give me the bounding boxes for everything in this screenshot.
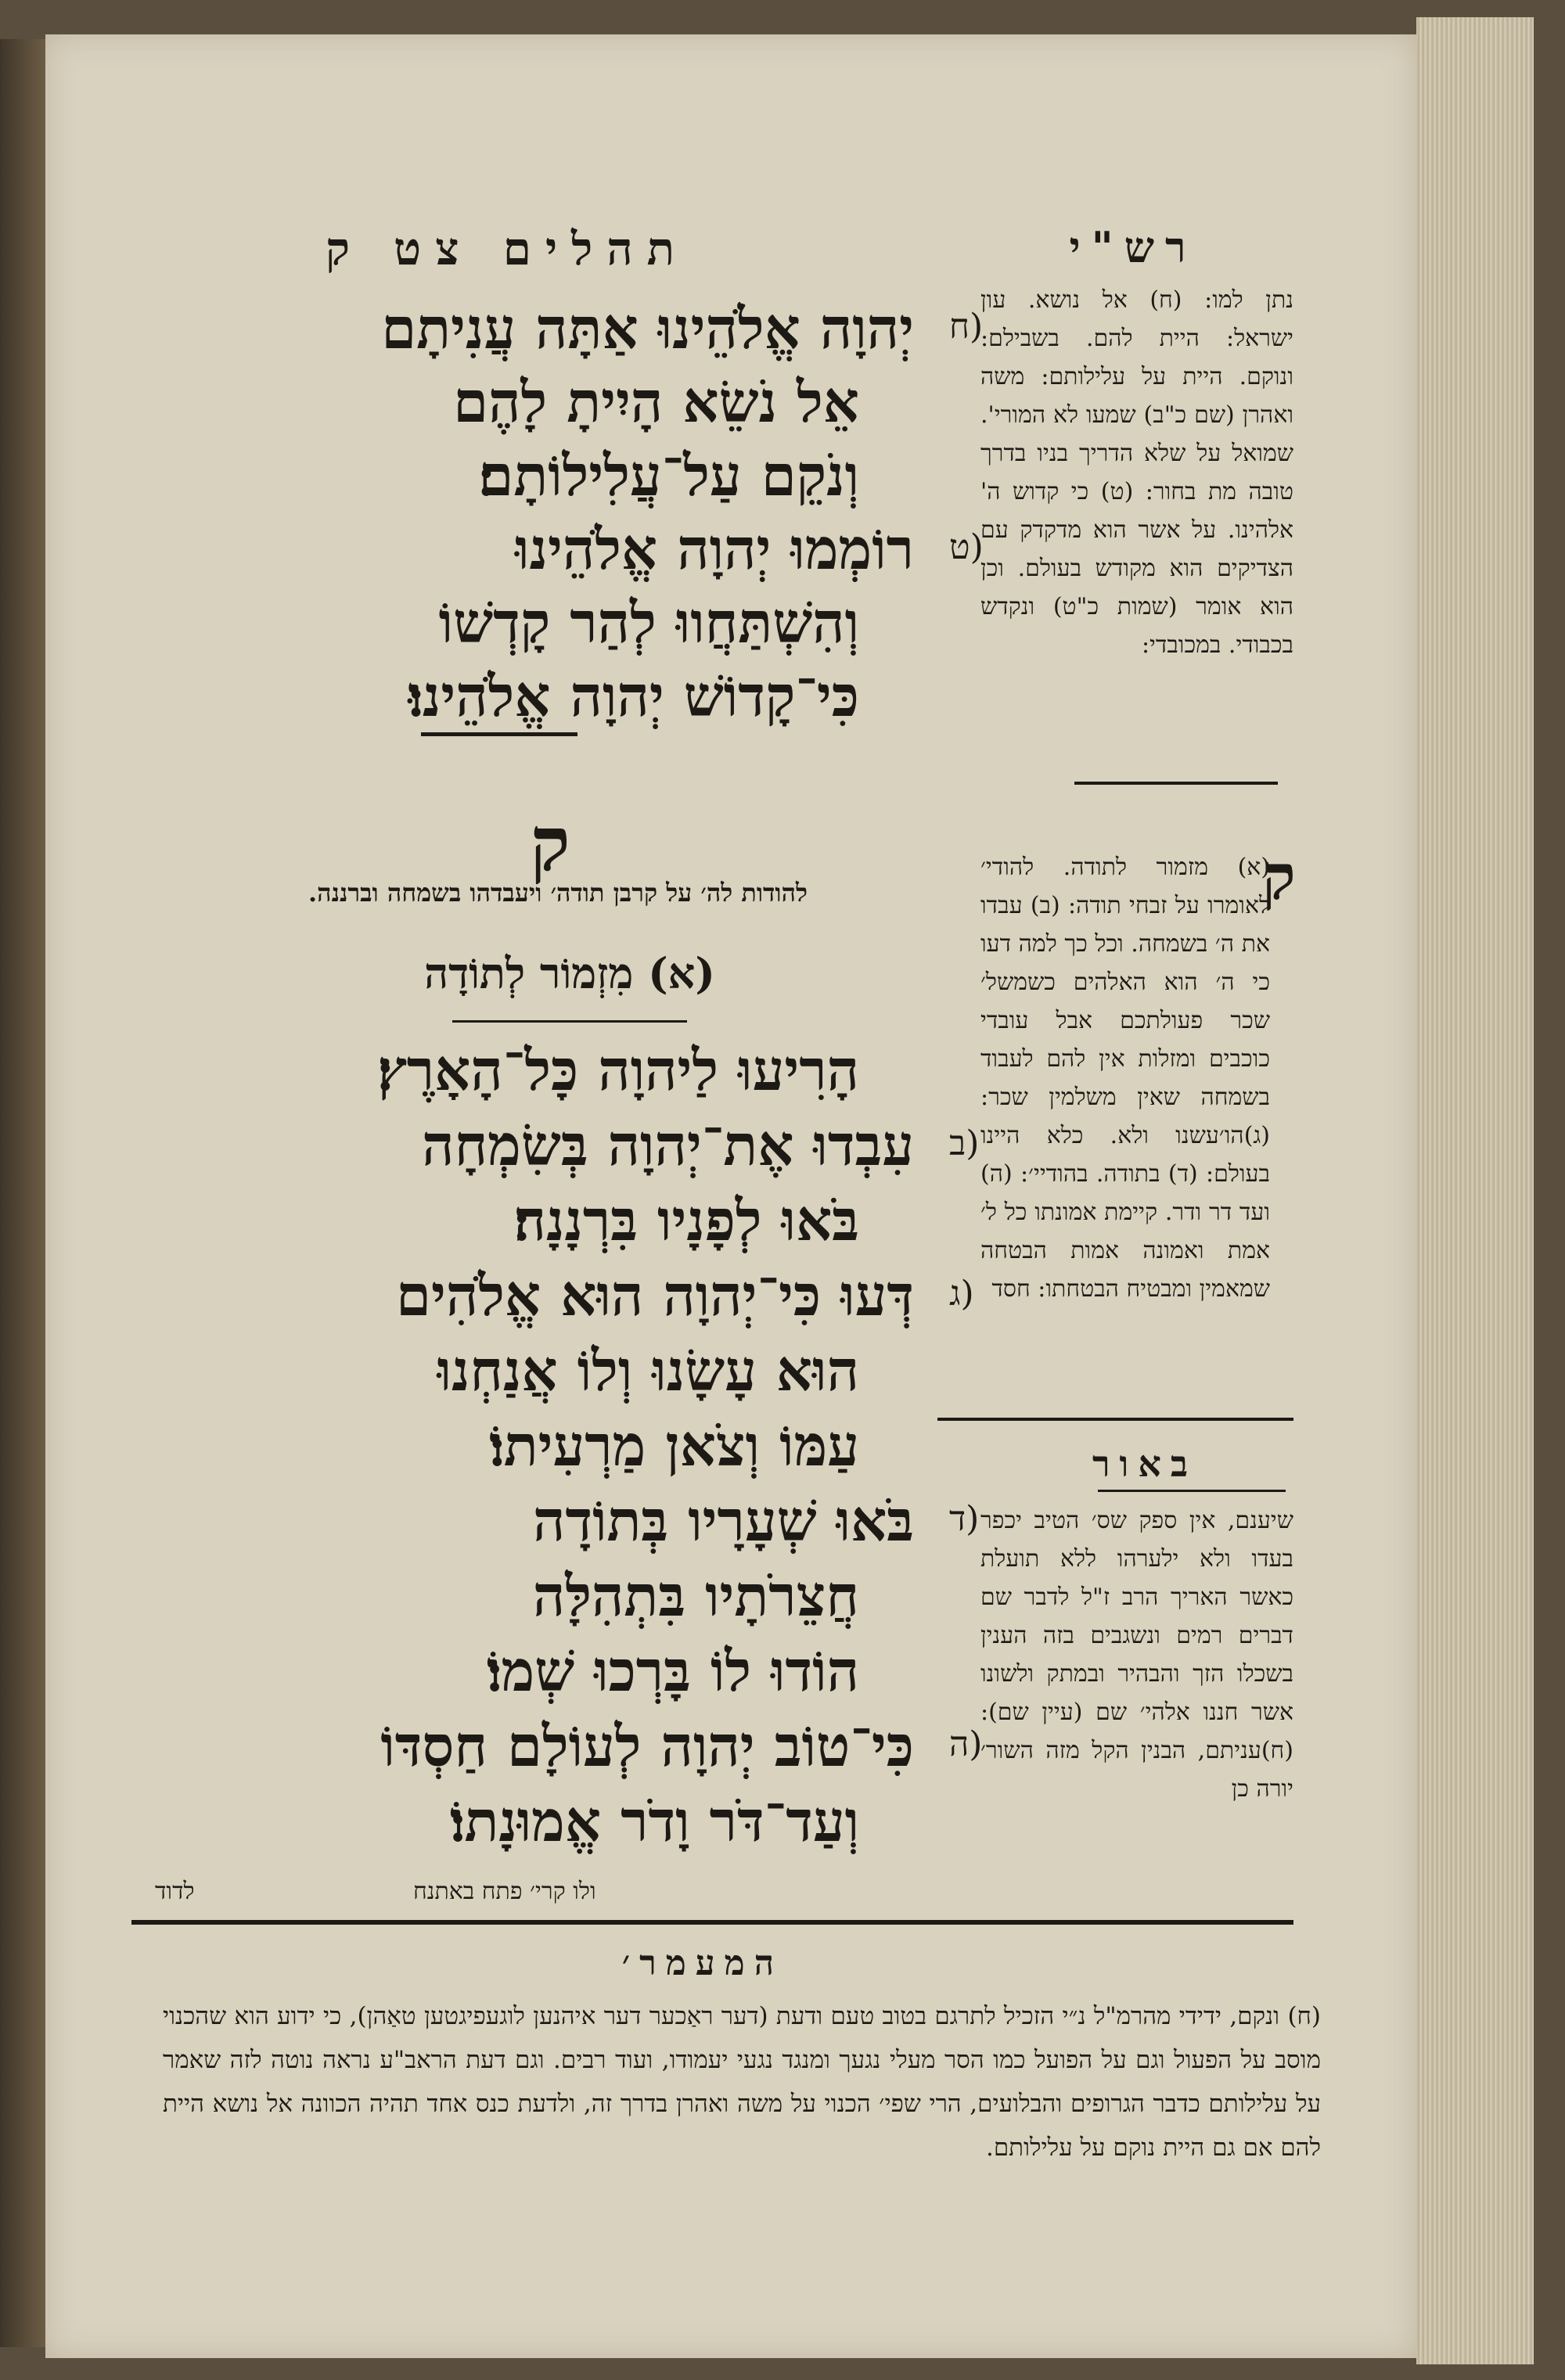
verse-line: הוֹדוּ לוֹ בָּרְכוּ שְׁמוֹ׃ <box>487 1638 859 1704</box>
verse-number: (ב <box>949 1123 980 1163</box>
masoretic-note: ולו קרי׳ פתח באתנח <box>413 1878 596 1905</box>
verse-line: עִבְדוּ אֶת־יְהוָה בְּשִׂמְחָה <box>422 1112 914 1178</box>
verse-line: בֹּאוּ לְפָנָיו בִּרְנָנָה׃ <box>513 1187 859 1253</box>
verse-number: (ח <box>949 307 984 347</box>
beur-paragraph: שיענם, אין ספק שס׳ הטיב יכפר בעדו ולא ילערהו ללא תועלת כאשר האריך הרב ז"ל לדבר שם דברים רמים ונשגבים בזה הענין בשכלו הזך והבהיר ובמתק ולשונו אשר חננו אלהי׳ שם (עיין שם): (ח)עניתם, הבנין הקל מזה השור׳ יורה כן <box>980 1507 1293 1803</box>
psalm-summary: להודות לה׳ על קרבן תודה׳ ויעבדהו בשמחה וברננה. <box>308 878 808 908</box>
hamaamar-notes <box>163 1994 1321 2170</box>
beur-commentary <box>980 1501 1293 1861</box>
verse-line: הָרִיעוּ לַיהוָה כָּל־הָאָרֶץ׃ <box>377 1037 859 1103</box>
verse-line: וְהִשְׁתַּחֲווּ לְהַר קָדְשׁוֹ <box>438 589 859 656</box>
notes-rule <box>131 1920 1293 1925</box>
verse-line: וְעַד־דֹּר וָדֹר אֱמוּנָתוֹ׃ <box>450 1788 859 1854</box>
rashi-rule <box>1074 782 1278 785</box>
rashi-commentary-100 <box>980 848 1270 1411</box>
book-binding <box>0 39 45 2347</box>
hamaamar-heading: המעמר׳ <box>621 1943 784 1983</box>
verse-line: כִּי־קָדוֹשׁ יְהוָה אֱלֹהֵינוּ׃ <box>408 663 859 729</box>
rashi-paragraph: (א) מזמור לתודה. להודי׳ לאומרו על זבחי תודה: (ב) עבדו את ה׳ בשמחה. וכל כך למה דעו כי ה׳ הוא האלהים כשמשל׳ שכר פעולתכם אבל עובדי כוכבים ומזלות אין להם לעבוד בשמחה שאין משלמין שכר:(ג)הו׳עשנו ולא. כלא היינו בעולם: (ד) בתודה. בהודיי׳: (ה) ועד דר ודר. קיימת אמונתו כל ל׳ אמת ואמונה אמות הבטחה שמאמין ומבטיח הבטחתו: חסד <box>980 854 1270 1303</box>
beur-rule <box>937 1418 1293 1421</box>
running-header: תהלים צט ק <box>325 222 689 275</box>
verse-number: (ד <box>949 1499 980 1539</box>
book-page <box>45 34 1416 2358</box>
rashi-heading: רש"י <box>1069 222 1197 272</box>
beur-heading: באור <box>1092 1443 1198 1485</box>
psalm-superscription: (א) מִזְמוֹר לְתוֹדָה <box>424 948 715 998</box>
verse-line: בֹּאוּ שְׁעָרָיו בְּתוֹדָה <box>533 1487 914 1554</box>
beur-heading-rule <box>1098 1490 1286 1492</box>
verse-line: וְנֹקֵם עַל־עֲלִילוֹתָם׃ <box>478 442 859 509</box>
psalm-number: ק <box>530 800 570 888</box>
page-edges <box>1416 17 1534 2364</box>
verse-line: יְהוָה אֱלֹהֵינוּ אַתָּה עֲנִיתָם <box>381 295 914 361</box>
superscription-rule <box>452 1020 687 1023</box>
rashi-commentary-99 <box>980 281 1293 782</box>
verse-number: (ט <box>949 527 984 567</box>
verse-line: דְּעוּ כִּי־יְהוָה הוּא אֱלֹהִים <box>396 1262 914 1328</box>
verse-line: כִּי־טוֹב יְהוָה לְעוֹלָם חַסְדּוֹ <box>380 1713 914 1779</box>
verse-line: אֵל נֹשֵׂא הָיִיתָ לָהֶם <box>453 369 859 435</box>
verse-line: רוֹמְמוּ יְהוָה אֱלֹהֵינוּ <box>515 516 914 582</box>
section-rule <box>421 732 577 736</box>
catchword: לדוד <box>155 1878 195 1905</box>
verse-line: חֲצֵרֹתָיו בִּתְהִלָּה <box>532 1562 859 1629</box>
verse-line: הוּא עָשָׂנוּ וְלוֹ אֲנַחְנוּ <box>437 1337 859 1404</box>
rashi-paragraph: נתן למו: (ח) אל נושא. עון ישראל: היית להם. בשבילם: ונוקם. היית על עלילותם: משה ואהרן (שם כ"ב) שמעו לא המורי'. שמואל על שלא הדריך בניו בדרך טובה מת בחור: (ט) כי קדוש ה' אלהינו. על אשר הוא מדקדק עם הצדיקים הוא מקודש בעולם. וכן הוא אומר (שמות כ"ט) ונקדש בכבודי. במכובדי: <box>980 286 1293 659</box>
verse-line: עַמּוֹ וְצֹאן מַרְעִיתוֹ׃ <box>489 1412 859 1479</box>
verse-number: (ג <box>949 1274 974 1314</box>
rashi-psalm-letter: ק <box>1262 840 1296 914</box>
verse-number: (ה <box>949 1724 983 1764</box>
notes-paragraph: (ח) ונקם, ידידי מהרמ"ל נ״י הזכיל לתרגם בטוב טעם ודעת (דער ראַכער דער איהנען לוגעפיגטען טאַהן), כי ידוע הוא שהכנוי מוסב על הפעול וגם על הפועל כמו הסר מעלי נגעך ומנגד נגעי יעמודו, ועוד רבים. וגם דעת הראב"ע נראה נוטה לזה שאמר על עלילותם כדבר הגרופים והבלועים, הרי שפי׳ הכנוי על משה ואהרן בדרך זה, ולדעת כנס אחד תהיה הכוונה אל נושא היית להם אם גם היית נוקם על עלילותם. <box>163 2002 1321 2162</box>
